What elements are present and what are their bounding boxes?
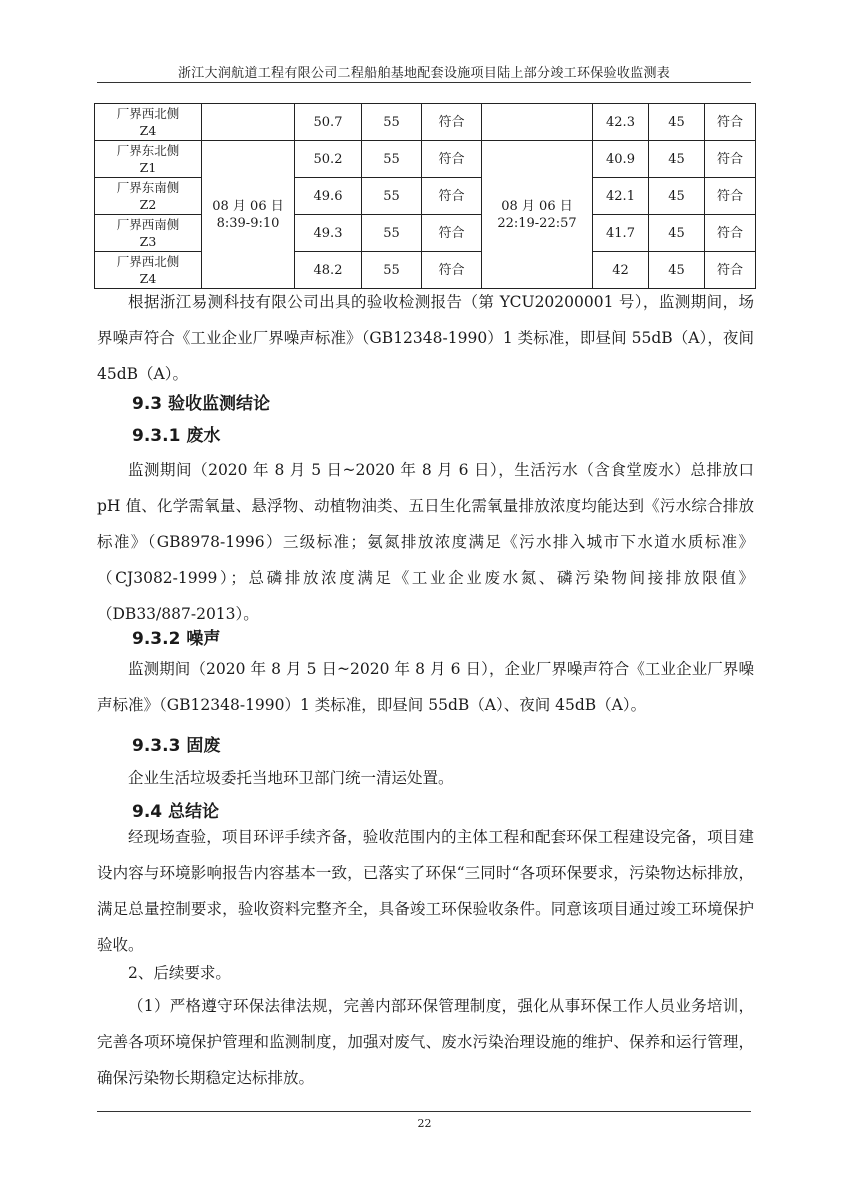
night-limit-cell: 45 (649, 104, 705, 141)
night-result-cell: 符合 (705, 104, 756, 141)
table-row (95, 104, 756, 141)
night-result-cell: 符合 (705, 252, 756, 289)
follow-up-item-1: （1）严格遵守环保法律法规，完善内部环保管理制度，强化从事环保工作人员业务培训，完善各项环境保护管理和监测制度，加强对废气、废水污染治理设施的维护、保养和运行管理，确保污染物长期稳定达标排放。 (97, 997, 754, 1087)
day-limit-cell: 55 (362, 178, 422, 215)
section-title-9-4: 9.4 总结论 (132, 802, 220, 822)
day-value-cell: 49.6 (295, 178, 362, 215)
location-cell: 厂界东北侧 Z1 (95, 141, 202, 178)
night-time-cell-empty (482, 104, 593, 141)
section-title-9-3-1: 9.3.1 废水 (132, 426, 221, 446)
header-rule (97, 82, 751, 83)
night-limit-cell: 45 (649, 252, 705, 289)
night-result-cell: 符合 (705, 141, 756, 178)
day-result-cell: 符合 (422, 141, 482, 178)
day-time-cell-empty (202, 104, 295, 141)
solid-waste-paragraph: 企业生活垃圾委托当地环卫部门统一清运处置。 (128, 769, 454, 787)
day-limit-cell: 55 (362, 215, 422, 252)
noise-table (94, 103, 756, 289)
wastewater-paragraph: 监测期间（2020 年 8 月 5 日~2020 年 8 月 6 日），生活污水（含食堂废水）总排放口 pH 值、化学需氧量、悬浮物、动植物油类、五日生化需氧量排放浓度均能达到《污水综合排放标准》（GB8978-1996）三级标准；氨氮排放浓度满足《污水排入城市下水道水质标准》（CJ3082-1999）；总磷排放浓度满足《工业企业废水氮、磷污染物间接排放限值》（DB33/887-2013）。 (97, 461, 754, 623)
day-value-cell: 48.2 (295, 252, 362, 289)
table-row (95, 141, 756, 178)
page-header: 浙江大润航道工程有限公司二程船舶基地配套设施项目陆上部分竣工环保验收监测表 (177, 66, 671, 81)
table-row (95, 215, 756, 252)
day-value-cell: 50.2 (295, 141, 362, 178)
day-result-cell: 符合 (422, 104, 482, 141)
day-limit-cell: 55 (362, 104, 422, 141)
night-value-cell: 42.3 (593, 104, 649, 141)
footer-rule (97, 1111, 751, 1112)
location-cell: 厂界西北侧 Z4 (95, 104, 202, 141)
night-time-cell: 08 月 06 日 22:19-22:57 (482, 141, 593, 289)
table-row (95, 252, 756, 289)
location-cell: 厂界西南侧 Z3 (95, 215, 202, 252)
section-title-9-3-2: 9.3.2 噪声 (132, 629, 221, 649)
day-limit-cell: 55 (362, 252, 422, 289)
day-limit-cell: 55 (362, 141, 422, 178)
day-value-cell: 49.3 (295, 215, 362, 252)
night-limit-cell: 45 (649, 215, 705, 252)
location-cell: 厂界东南侧 Z2 (95, 178, 202, 215)
noise-paragraph: 监测期间（2020 年 8 月 5 日~2020 年 8 月 6 日），企业厂界噪声符合《工业企业厂界噪声标准》（GB12348-1990）1 类标准，即昼间 55dB（A）、夜间 45dB（A）。 (97, 660, 754, 714)
day-result-cell: 符合 (422, 252, 482, 289)
day-result-cell: 符合 (422, 178, 482, 215)
night-value-cell: 40.9 (593, 141, 649, 178)
section-title-9-3-3: 9.3.3 固废 (132, 736, 221, 756)
follow-up-heading: 2、后续要求。 (128, 964, 231, 982)
night-result-cell: 符合 (705, 178, 756, 215)
night-value-cell: 42 (593, 252, 649, 289)
table-row (95, 178, 756, 215)
night-value-cell: 42.1 (593, 178, 649, 215)
night-limit-cell: 45 (649, 141, 705, 178)
day-value-cell: 50.7 (295, 104, 362, 141)
night-limit-cell: 45 (649, 178, 705, 215)
location-cell: 厂界西北侧 Z4 (95, 252, 202, 289)
section-title-9-3: 9.3 验收监测结论 (132, 394, 271, 414)
page-number: 22 (417, 1117, 432, 1130)
night-value-cell: 41.7 (593, 215, 649, 252)
conclusion-paragraph: 经现场查验，项目环评手续齐备，验收范围内的主体工程和配套环保工程建设完备，项目建设内容与环境影响报告内容基本一致，已落实了环保“三同时“各项环保要求，污染物达标排放，满足总量控制要求，验收资料完整齐全，具备竣工环保验收条件。同意该项目通过竣工环境保护验收。 (97, 828, 754, 954)
intro-paragraph: 根据浙江易测科技有限公司出具的验收检测报告（第 YCU20200001 号），监测期间，场界噪声符合《工业企业厂界噪声标准》（GB12348-1990）1 类标准，即昼间 55dB（A），夜间 45dB（A）。 (97, 293, 754, 383)
day-time-cell: 08 月 06 日 8:39-9:10 (202, 141, 295, 289)
night-result-cell: 符合 (705, 215, 756, 252)
day-result-cell: 符合 (422, 215, 482, 252)
